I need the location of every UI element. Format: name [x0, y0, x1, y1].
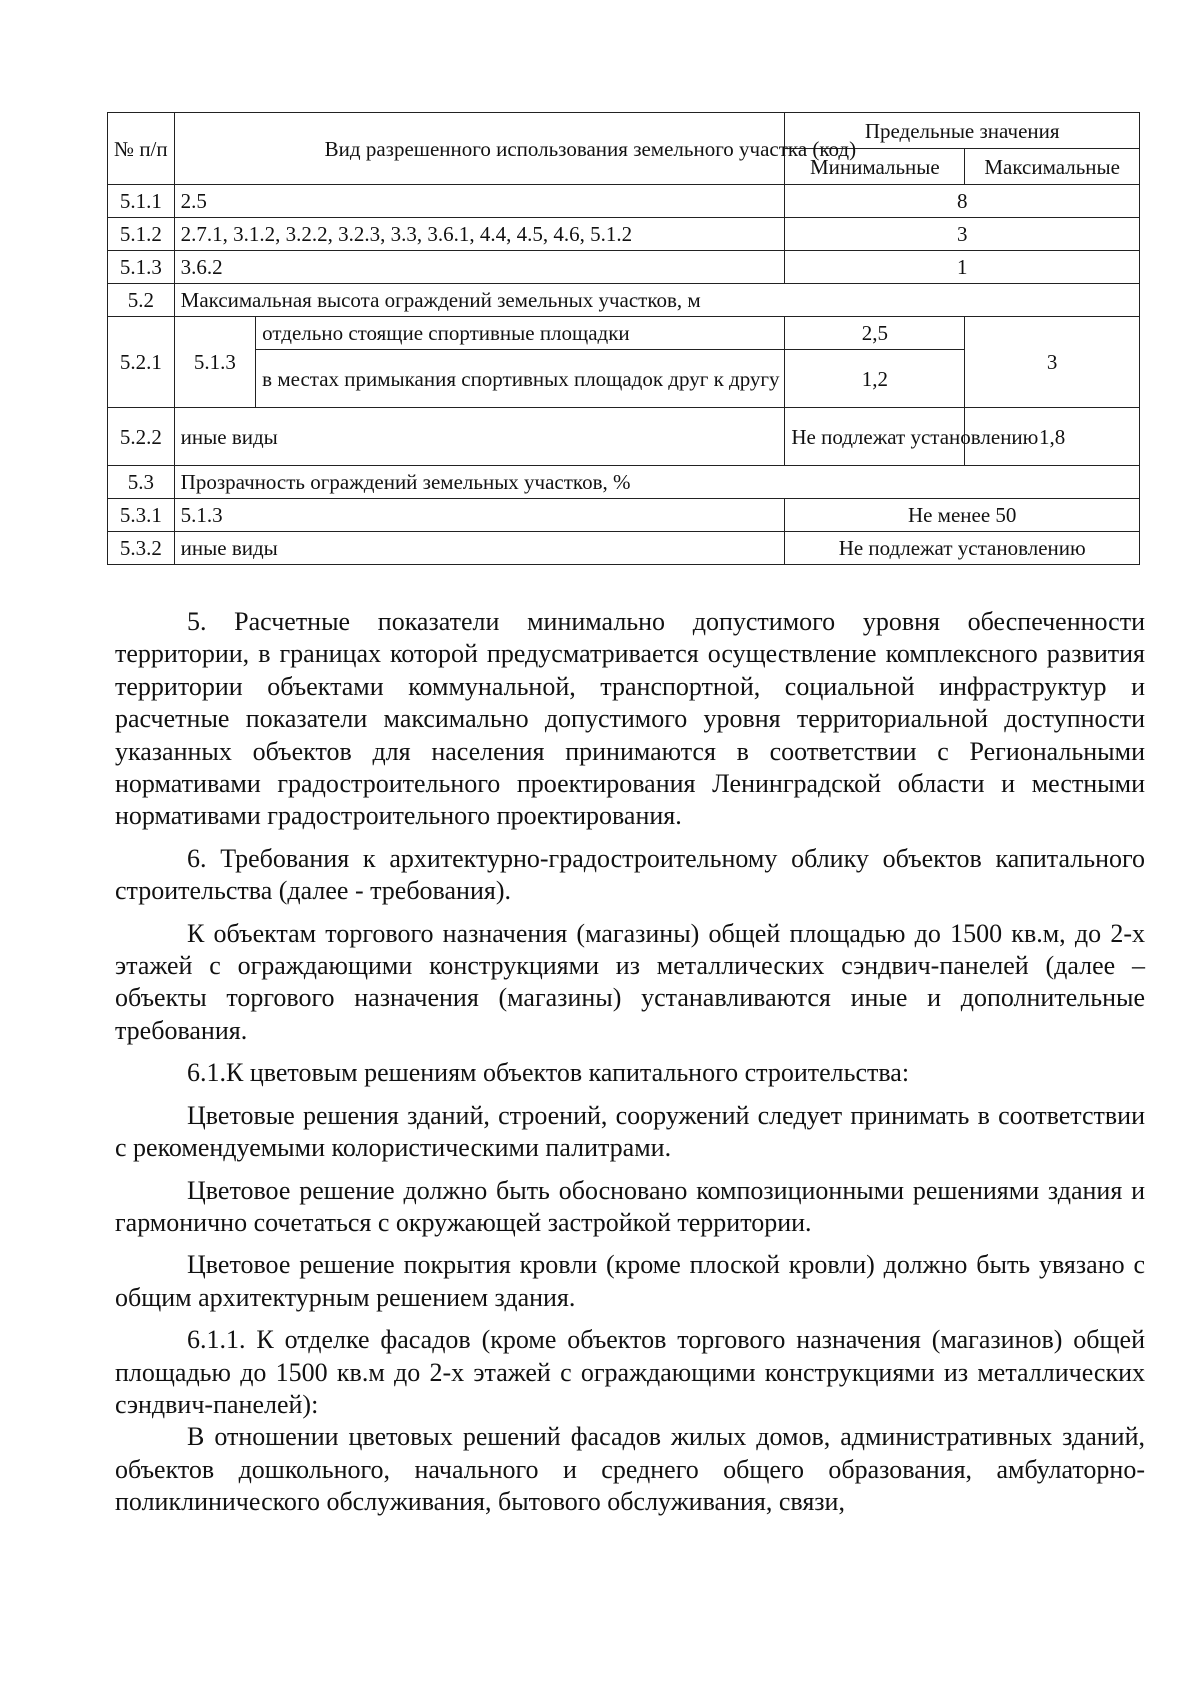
table-row: [108, 317, 1140, 350]
table-row: [108, 466, 1140, 499]
header-min: Минимальные: [785, 149, 965, 185]
row-code: 5.1.3: [174, 499, 785, 532]
paragraph-roof-color: Цветовое решение покрытия кровли (кроме плоской кровли) должно быть увязано с общим архитектурным решением здания.: [115, 1250, 1145, 1312]
header-max: Максимальные: [965, 149, 1140, 185]
row-num: 5.1.2: [108, 218, 175, 251]
row-value: 1: [785, 251, 1140, 284]
row-max: 1,8: [965, 408, 1140, 466]
paragraph-facades: В отношении цветовых решений фасадов жилых домов, административных зданий, объектов дошкольного, начального и среднего общего образования, амбулаторно-поликлинического обслуживания, бытового обслуживания, связи,: [115, 1422, 1145, 1517]
row-num: 5.3: [108, 466, 175, 499]
paragraph-6-1-1: 6.1.1. К отделке фасадов (кроме объектов торгового назначения (магазинов) общей площадью до 1500 кв.м до 2-х этажей с ограждающими конструкциями из металлических сэндвич-панелей):: [115, 1325, 1145, 1419]
row-value: Не подлежат установлению: [785, 532, 1140, 565]
table-row: [108, 185, 1140, 218]
row-code: 5.1.3: [174, 317, 255, 408]
paragraph-color-composition: Цветовое решение должно быть обосновано композиционными решениями здания и гармонично сочетаться с окружающей застройкой территории.: [115, 1175, 1145, 1237]
row-min: 1,2: [785, 350, 965, 408]
row-code: иные виды: [174, 408, 785, 466]
row-num: 5.2: [108, 284, 175, 317]
table-row: [108, 284, 1140, 317]
row-section-title: Прозрачность ограждений земельных участков, %: [174, 466, 1139, 499]
row-num: 5.3.1: [108, 499, 175, 532]
table-row: [108, 499, 1140, 532]
row-code: 2.5: [174, 185, 785, 218]
header-num: № п/п: [108, 113, 175, 185]
row-code: иные виды: [174, 532, 785, 565]
row-num: 5.2.2: [108, 408, 175, 466]
row-value: 3: [785, 218, 1140, 251]
row-code: 3.6.2: [174, 251, 785, 284]
row-subtype: в местах примыкания спортивных площадок друг к другу: [256, 350, 785, 408]
row-num: 5.1.3: [108, 251, 175, 284]
paragraph-trade-objects: К объектам торгового назначения (магазины) общей площадью до 1500 кв.м, до 2-х этажей с ограждающими конструкциями из металлических сэндвич-панелей (далее – объекты торгового назначения (магазины) устанавливаются иные и дополнительные требования.: [115, 918, 1145, 1045]
header-limits: Предельные значения: [785, 113, 1140, 149]
table-row: [108, 218, 1140, 251]
row-min: 2,5: [785, 317, 965, 350]
row-num: 5.1.1: [108, 185, 175, 218]
header-type: Вид разрешенного использования земельного участка (код): [174, 113, 785, 185]
table-row: [108, 408, 1140, 466]
row-code: 2.7.1, 3.1.2, 3.2.2, 3.2.3, 3.3, 3.6.1, 4.4, 4.5, 4.6, 5.1.2: [174, 218, 785, 251]
paragraph-6-1: 6.1.К цветовым решениям объектов капитального строительства:: [187, 1058, 910, 1088]
row-num: 5.3.2: [108, 532, 175, 565]
row-subtype: отдельно стоящие спортивные площадки: [256, 317, 785, 350]
body-text: [115, 606, 1145, 1519]
row-section-title: Максимальная высота ограждений земельных участков, м: [174, 284, 1139, 317]
paragraph-5: 5. Расчетные показатели минимально допустимого уровня обеспеченности территории, в границах которой предусматривается осуществление комплексного развития территории объектами коммунальной, транспортной, социальной инфраструктур и расчетные показатели максимально допустимого уровня территориальной доступности указанных объектов для населения принимаются в соответствии с Региональными нормативами градостроительного проектирования Ленинградской области и местными нормативами градостроительного проектирования.: [115, 607, 1145, 831]
row-min: Не подлежат установлению: [785, 408, 965, 466]
table-header-row: [108, 113, 1140, 149]
table-row: [108, 251, 1140, 284]
paragraph-6: 6. Требования к архитектурно-градостроительному облику объектов капитального строительства (далее - требования).: [115, 843, 1145, 906]
row-value: Не менее 50: [785, 499, 1140, 532]
row-max: 3: [965, 317, 1140, 408]
paragraph-color-palettes: Цветовые решения зданий, строений, сооружений следует принимать в соответствии с рекомендуемыми колористическими палитрами.: [115, 1100, 1145, 1163]
limits-table: [107, 112, 1140, 565]
table-row: [108, 532, 1140, 565]
row-num: 5.2.1: [108, 317, 175, 408]
row-value: 8: [785, 185, 1140, 218]
